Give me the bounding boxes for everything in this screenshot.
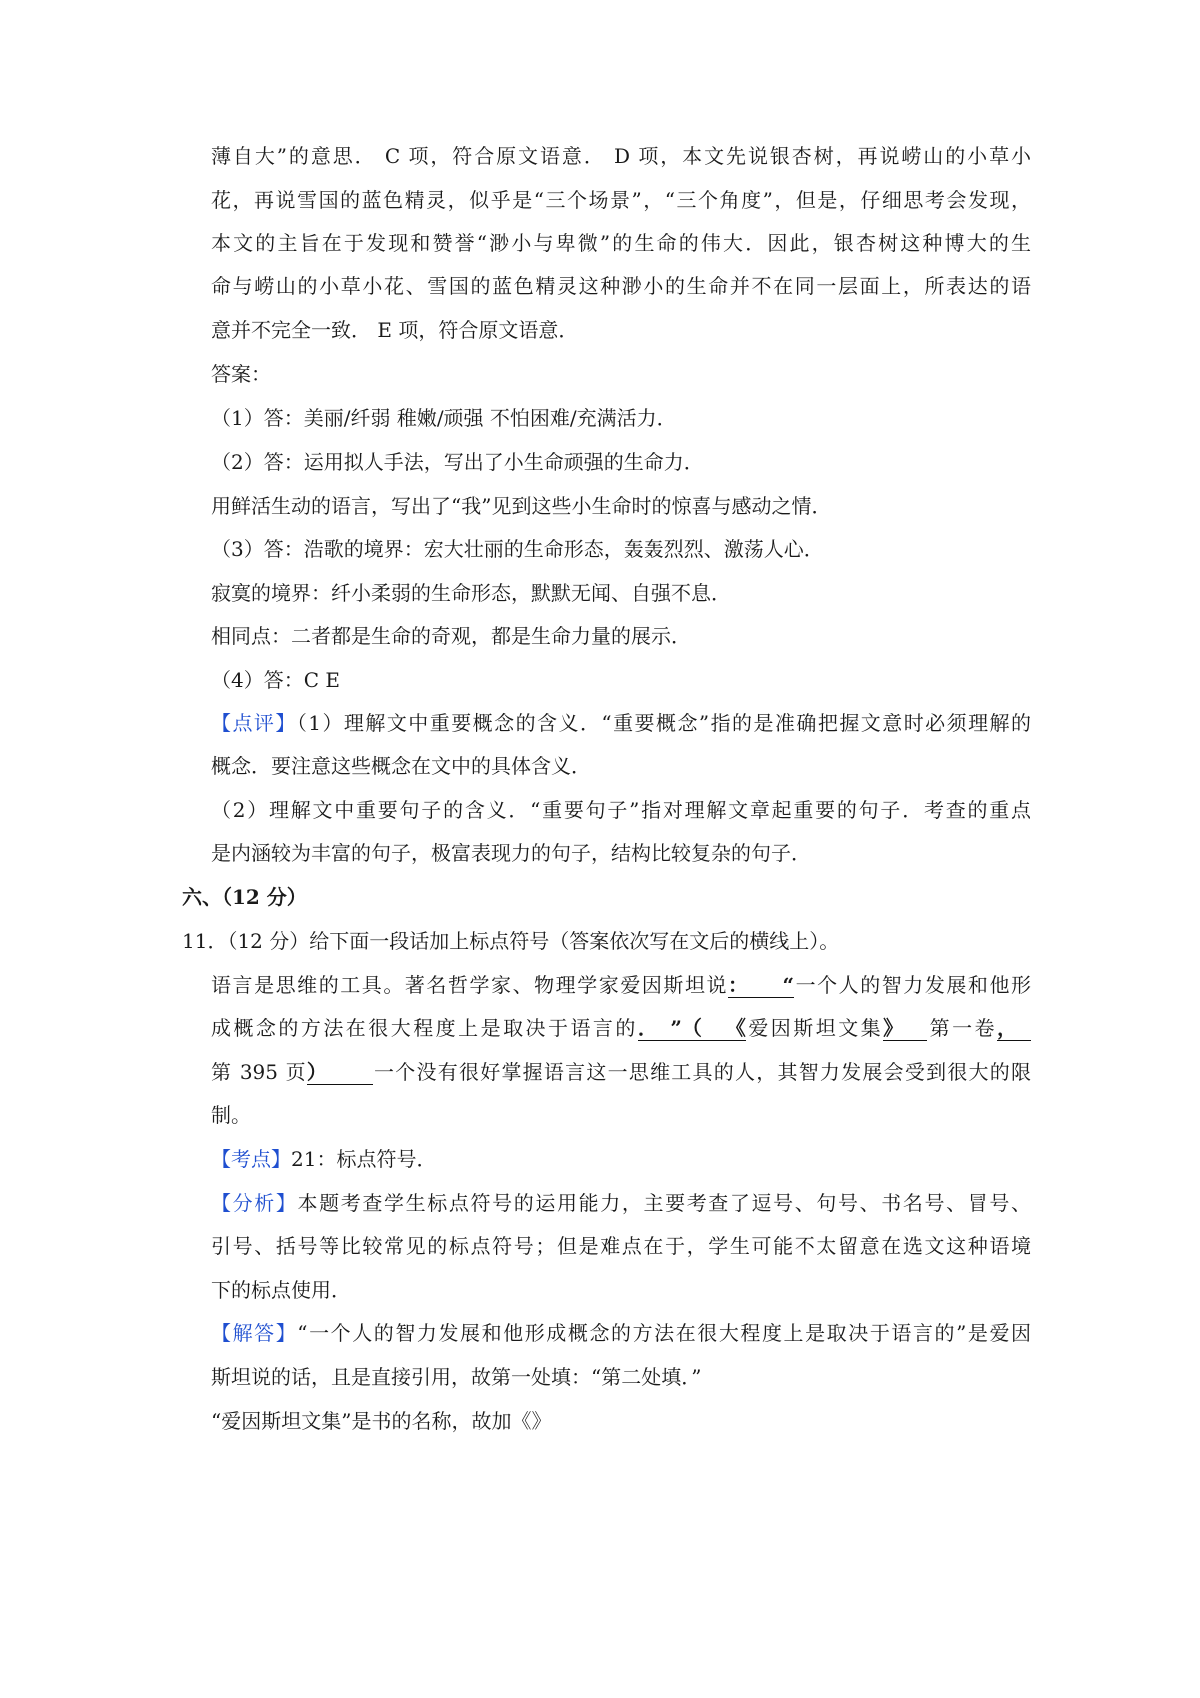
answer-blank-5: ， — [997, 1016, 1031, 1041]
analysis-line-1: 薄自大”的意思． C 项，符合原文语意． D 项，本文先说银杏树，再说崂山的小草小 — [211, 144, 1031, 168]
comment-tag: 【点评】 — [211, 711, 297, 735]
passage-text: 一个人的智力发展和他形 — [794, 973, 1032, 997]
passage-text: 一个没有很好掌握语言这一思维工具的人，其智力发展会受到很大的限 — [372, 1060, 1032, 1084]
passage-text: 爱因斯坦文集 — [745, 1016, 884, 1040]
section-title: 六、（12 分） — [182, 885, 307, 909]
comment-line-4: 是内涵较为丰富的句子，极富表现力的句子，结构比较复杂的句子． — [211, 841, 811, 865]
answer-blank-4: 》 — [883, 1016, 927, 1041]
passage-text: 成概念的方法在很大程度上是取决于语言的 — [211, 1016, 638, 1040]
question-11-stem: 11．（12 分）给下面一段话加上标点符号（答案依次写在文后的横线上）。 — [182, 929, 840, 953]
kaodian-line — [211, 1145, 1031, 1173]
analysis-line-5: 意并不完全一致． E 项，符合原文语意． — [211, 318, 579, 342]
answer-label: 答案： — [211, 362, 271, 386]
jieda-tag: 【解答】 — [211, 1321, 298, 1345]
kaodian-text: 21：标点符号． — [291, 1147, 437, 1171]
analysis-line-4: 命与崂山的小草小花、雪国的蓝色精灵这种渺小的生命并不在同一层面上，所表达的语 — [211, 274, 1031, 298]
answer-4: （4）答：C E — [211, 668, 340, 692]
fenxi-line-3: 下的标点使用． — [211, 1278, 351, 1302]
comment-line-2: 概念．要注意这些概念在文中的具体含义． — [211, 754, 591, 778]
analysis-line-3: 本文的主旨在于发现和赞誉“渺小与卑微”的生命的伟大．因此，银杏树这种博大的生 — [211, 231, 1031, 255]
passage-line-4: 制。 — [211, 1103, 251, 1127]
jieda-line-3: “爱因斯坦文集”是书的名称，故加《》 — [211, 1409, 552, 1433]
kaodian-tag: 【考点】 — [211, 1147, 291, 1171]
passage-line-1 — [211, 971, 1031, 999]
fenxi-tag: 【分析】 — [211, 1191, 298, 1215]
passage-line-3 — [211, 1058, 1031, 1086]
answer-2-detail: 用鲜活生动的语言，写出了“我”见到这些小生命时的惊喜与感动之情． — [211, 494, 832, 518]
answer-2: （2）答：运用拟人手法，写出了小生命顽强的生命力． — [211, 450, 704, 474]
passage-text: 第一卷 — [927, 1016, 998, 1040]
answer-blank-1: ：“ — [728, 973, 795, 997]
comment-line-1 — [211, 709, 1031, 737]
jieda-line-1 — [211, 1319, 1031, 1347]
answer-1: （1）答：美丽/纤弱 稚嫩/顽强 不怕困难/充满活力． — [211, 406, 677, 430]
comment-line-3: （2）理解文中重要句子的含义．“重要句子”指对理解文章起重要的句子．考查的重点 — [211, 798, 1031, 822]
jieda-line-2: 斯坦说的话，且是直接引用，故第一处填：“第二处填．” — [211, 1365, 702, 1389]
answer-blank-3: （《 — [681, 1016, 746, 1040]
comment-text-1: （1）理解文中重要概念的含义．“重要概念”指的是准确把握文意时必须理解的 — [296, 711, 1031, 735]
answer-3-common: 相同点：二者都是生命的奇观，都是生命力量的展示． — [211, 624, 691, 648]
answer-blank-6: ） — [307, 1060, 373, 1085]
fenxi-text-1: 本题考查学生标点符号的运用能力，主要考查了逗号、句号、书名号、冒号、 — [297, 1191, 1032, 1215]
answer-3-detail: 寂寞的境界：纤小柔弱的生命形态，默默无闻、自强不息． — [211, 581, 731, 605]
analysis-line-2: 花，再说雪国的蓝色精灵，似乎是“三个场景”，“三个角度”，但是，仔细思考会发现， — [211, 188, 1031, 212]
passage-line-2 — [211, 1014, 1031, 1042]
passage-text: 第 395 页 — [211, 1060, 307, 1084]
answer-3: （3）答：浩歌的境界：宏大壮丽的生命形态，轰轰烈烈、激荡人心． — [211, 537, 824, 561]
jieda-text-1: “一个人的智力发展和他形成概念的方法在很大程度上是取决于语言的”是爱因 — [297, 1321, 1032, 1345]
fenxi-line-1 — [211, 1189, 1031, 1217]
passage-text: 语言是思维的工具。著名哲学家、物理学家爱因斯坦说 — [211, 973, 729, 997]
fenxi-line-2: 引号、括号等比较常见的标点符号；但是难点在于，学生可能不太留意在选文这种语境 — [211, 1234, 1031, 1258]
answer-blank-2: ．” — [637, 1016, 682, 1040]
